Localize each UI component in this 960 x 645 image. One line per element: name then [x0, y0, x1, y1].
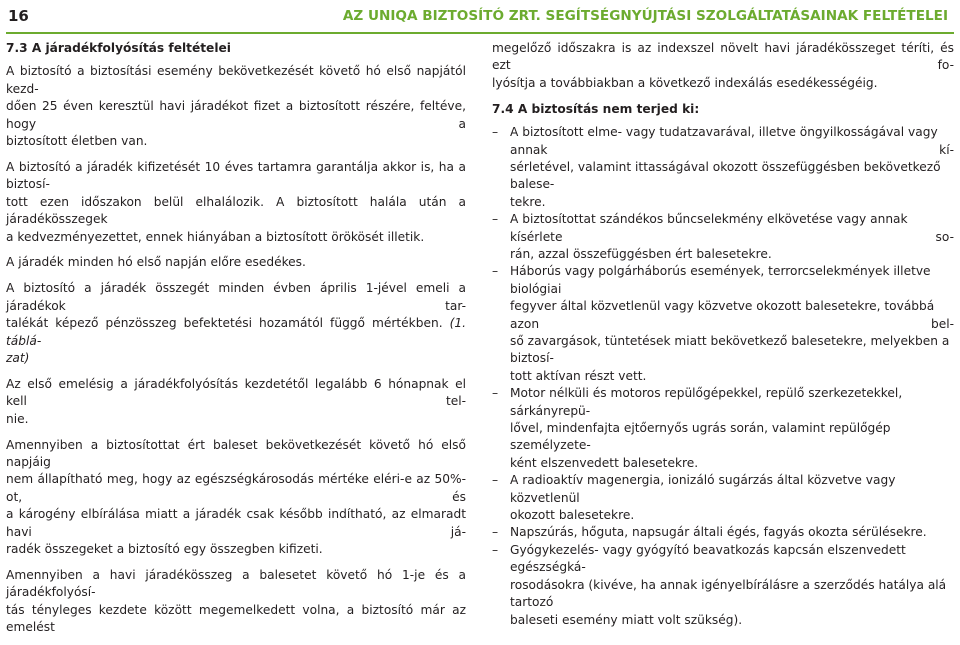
- paragraph-increased-amount: [6, 567, 466, 637]
- paragraph-payment: [6, 63, 466, 150]
- text-line: tott ezen időszakon belül elhalálozik. A biztosított halála után a járadékösszegek: [6, 194, 466, 227]
- paragraph-guarantee: [6, 159, 466, 246]
- list-item: [492, 263, 954, 385]
- list-item: [492, 124, 954, 211]
- paragraph-due-date: [6, 254, 466, 271]
- text-line: – Napszúrás, hőguta, napsugár általi égés, fagyás okozta sérülésekre.: [510, 525, 927, 540]
- text-line: – A biztosított elme- vagy tudatzavarával, illetve öngyilkosságával vagy annak kí-: [510, 125, 954, 157]
- text-line: – Háborús vagy polgárháborús események, terrorcselekmények illetve biológiai: [510, 264, 931, 296]
- text-line: fegyver által közvetlenül vagy közvetve okozott balesetekre, továbbá azon bel-: [510, 299, 954, 331]
- section-heading-7-3: 7.3 A járadékfolyósítás feltételei: [6, 41, 231, 55]
- text-line: sérletével, valamint ittasságával okozott összefüggésben bekövetkező balese-: [510, 159, 941, 192]
- text-line: a kedvezményezettet, ennek hiányában a biztosított örökösét illetik.: [6, 229, 425, 244]
- table-reference-cont: zat): [6, 351, 30, 365]
- section-heading-7-4: 7.4 A biztosítás nem terjed ki:: [492, 101, 700, 116]
- text-line: megelőző időszakra is az indexszel növelt havi járadékösszeget téríti, és ezt fo-: [492, 41, 954, 73]
- text-line: – Gyógykezelés- vagy gyógyító beavatkozás kapcsán elszenvedett egészségká-: [510, 542, 906, 575]
- text-line: ső zavargások, tüntetések miatt bekövetkező balesetekre, melyekben a biztosí-: [510, 334, 950, 366]
- text-line: A járadék minden hó első napján előre esedékes.: [6, 255, 306, 270]
- text-line: ként elszenvedett balesetekre.: [510, 455, 699, 470]
- text-line: tekre.: [510, 194, 546, 209]
- text-line: rosodásokra (kivéve, ha annak igényelbírálásre a szerződés hatálya alá tartozó: [510, 577, 947, 610]
- text-line: A biztosító a biztosítási esemény bekövetkezését követő hó első napjától kezd-: [6, 64, 466, 96]
- text-line: A biztosító a járadék összegét minden évben április 1-jével emeli a járadékok tar-: [6, 281, 466, 313]
- text-line: A biztosító a járadék kifizetését 10 éves tartamra garantálja akkor is, ha a biztosí-: [6, 159, 466, 192]
- text-line: a károgény elbírálása miatt a járadék csak később indítható, az elmaradt havi já-: [6, 507, 466, 539]
- text-line: Amennyiben a havi járadékösszeg a balesetet követő hó 1-je és a járadékfolyósí-: [6, 567, 466, 600]
- text-line: nem állapítható meg, hogy az egészségkárosodás mértéke eléri-e az 50%-ot, és: [6, 472, 466, 504]
- exclusions-list: [492, 124, 954, 629]
- left-column: [6, 40, 466, 645]
- page-header: [0, 0, 960, 36]
- text-line: dően 25 éven keresztül havi járadékot fizet a biztosított részére, feltéve, hogy a: [6, 99, 466, 131]
- text-line: [6, 350, 466, 367]
- text-line: – Motor nélküli és motoros repülőgépekkel, repülő szerkezetekkel, sárkányrepü-: [510, 386, 903, 418]
- text-line: tás tényleges kezdete között megemelkedett volna, a biztosító már az emelést: [6, 602, 466, 635]
- text-line: biztosított életben van.: [6, 134, 148, 149]
- paragraph-continued: [492, 40, 954, 92]
- text-line: lővel, mindenfajta ejtőernyős ugrás során, valamint repülőgép személyzete-: [510, 421, 891, 453]
- list-item: [492, 211, 954, 263]
- paragraph-indexation: [6, 280, 466, 367]
- text-line: tott aktívan részt vett.: [510, 368, 647, 383]
- paragraph-delayed-payment: [6, 437, 466, 559]
- text-line: [6, 315, 466, 350]
- page-number: 16: [8, 7, 29, 25]
- text-line: nie.: [6, 411, 29, 426]
- list-item: [492, 524, 954, 541]
- text-fragment: talékát képező pénzösszeg befektetési hozamától függő mértékben.: [6, 316, 443, 331]
- text-line: – A radioaktív magenergia, ionizáló sugárzás által közvetve vagy közvetlenül: [510, 473, 896, 505]
- text-line: baleseti esemény miatt volt szükség).: [510, 612, 743, 627]
- text-line: – A biztosítottat szándékos bűncselekmény elkövetése vagy annak kísérlete so-: [510, 212, 954, 244]
- list-item: [492, 542, 954, 629]
- list-item: [492, 385, 954, 472]
- list-item: [492, 472, 954, 524]
- text-line: Amennyiben a biztosítottat ért baleset bekövetkezését követő hó első napjáig: [6, 437, 466, 470]
- text-line: radék összegeket a biztosító egy összegben kifizeti.: [6, 542, 323, 557]
- header-rule: [6, 32, 954, 34]
- running-title: AZ UNIQA BIZTOSÍTÓ ZRT. SEGÍTSÉGNYÚJTÁSI SZOLGÁLTATÁSAINAK FELTÉTELEI: [342, 8, 948, 24]
- text-line: lyósítja a továbbiakban a következő indexálás esedékességéig.: [492, 75, 878, 90]
- text-line: Az első emelésig a járadékfolyósítás kezdetétől legalább 6 hónapnak el kell tel-: [6, 376, 466, 409]
- right-column: [492, 40, 954, 629]
- text-line: okozott balesetekre.: [510, 508, 635, 523]
- text-line: rán, azzal összefüggésben ért balesetekre.: [510, 246, 772, 261]
- table-reference: (1. táblá-: [6, 316, 466, 348]
- paragraph-first-increase: [6, 376, 466, 428]
